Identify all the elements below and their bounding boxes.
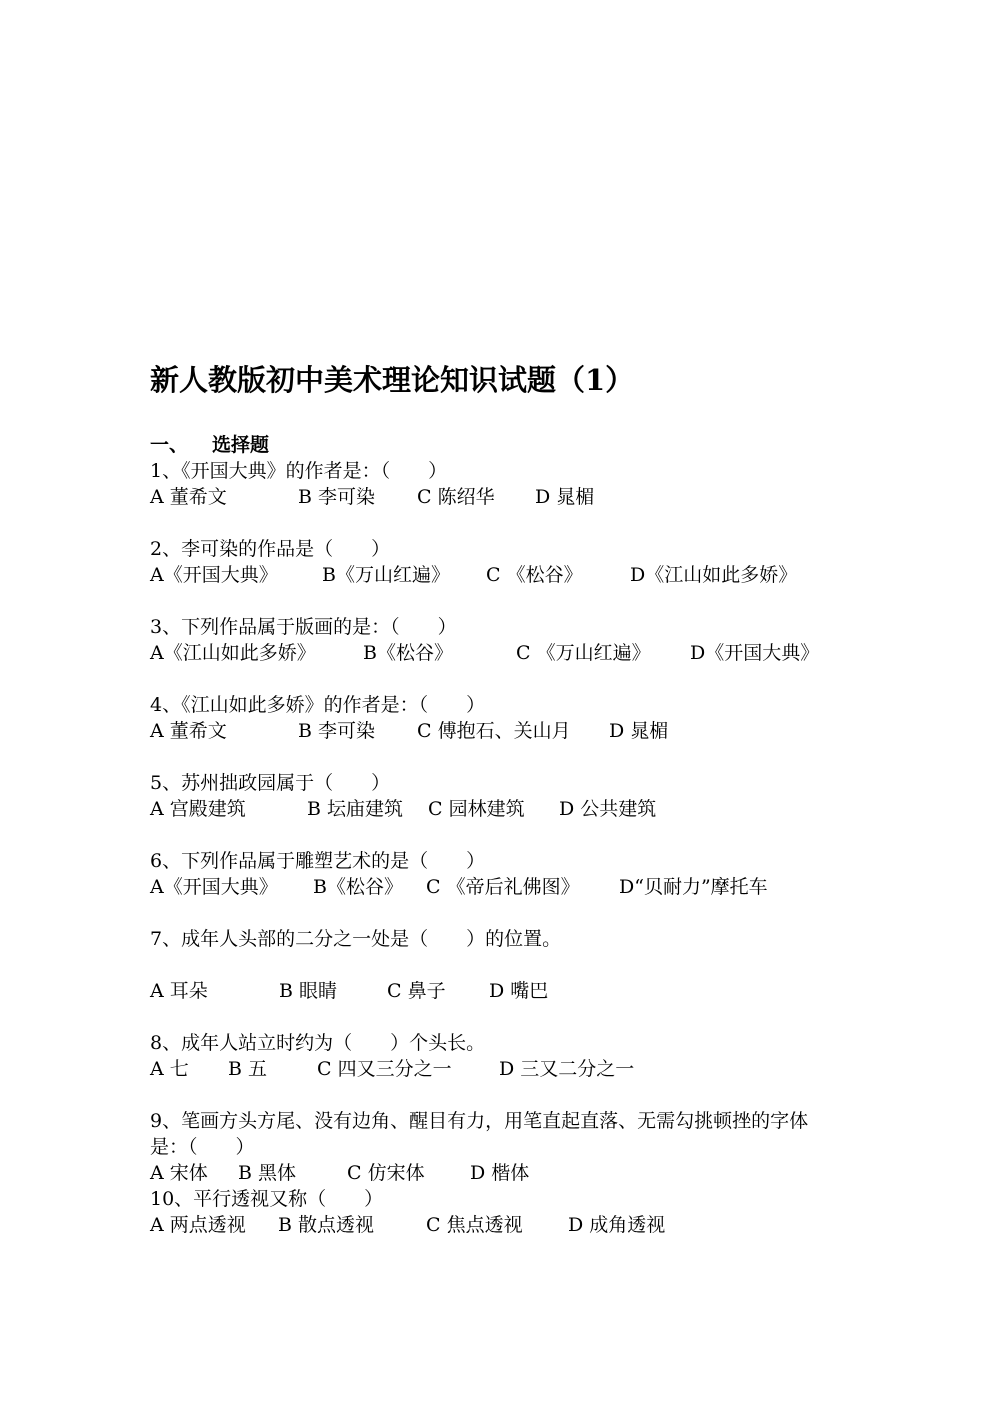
question-7-option-c: C 鼻子 bbox=[387, 980, 446, 1002]
document-title: 新人教版初中美术理论知识试题（1） bbox=[150, 363, 635, 397]
question-1-option-b: B 李可染 bbox=[298, 486, 376, 508]
section-number: 一、 bbox=[150, 434, 189, 456]
question-6-stem: 6、下列作品属于雕塑艺术的是（ ） bbox=[150, 850, 486, 872]
question-6-option-b: B《松谷》 bbox=[313, 876, 403, 898]
section-heading bbox=[150, 432, 269, 458]
question-7-option-a: A 耳朵 bbox=[150, 980, 208, 1002]
question-10-option-b: B 散点透视 bbox=[278, 1214, 375, 1236]
question-2-option-d: D《江山如此多娇》 bbox=[630, 564, 798, 586]
section-name: 选择题 bbox=[212, 434, 270, 456]
question-3-stem: 3、下列作品属于版画的是：（ ） bbox=[150, 616, 457, 638]
question-1-option-c: C 陈绍华 bbox=[417, 486, 495, 508]
question-7-stem: 7、成年人头部的二分之一处是（ ）的位置。 bbox=[150, 928, 562, 950]
question-4-option-a: A 董希文 bbox=[150, 720, 227, 742]
question-4-option-d: D 晁楣 bbox=[609, 720, 669, 742]
question-9-option-a: A 宋体 bbox=[150, 1162, 208, 1184]
question-10-options bbox=[150, 1212, 850, 1238]
question-5-option-a: A 宫殿建筑 bbox=[150, 798, 246, 820]
question-7-options bbox=[150, 978, 850, 1004]
question-5-option-c: C 园林建筑 bbox=[428, 798, 525, 820]
question-10-stem: 10、平行透视又称（ ） bbox=[150, 1188, 384, 1210]
question-7-option-d: D 嘴巴 bbox=[489, 980, 549, 1002]
question-4-options bbox=[150, 718, 850, 744]
question-8-option-c: C 四又三分之一 bbox=[317, 1058, 452, 1080]
question-9-option-c: C 仿宋体 bbox=[347, 1162, 425, 1184]
question-2-options bbox=[150, 562, 850, 588]
question-8-option-a: A 七 bbox=[150, 1058, 189, 1080]
question-5-stem: 5、苏州拙政园属于（ ） bbox=[150, 772, 391, 794]
question-8-options bbox=[150, 1056, 850, 1082]
question-9-stem-line-1: 9、笔画方头方尾、没有边角、醒目有力，用笔直起直落、无需勾挑顿挫的字体 bbox=[150, 1110, 809, 1132]
question-10-option-a: A 两点透视 bbox=[150, 1214, 246, 1236]
question-3-option-d: D《开国大典》 bbox=[690, 642, 820, 664]
question-9-option-b: B 黑体 bbox=[238, 1162, 297, 1184]
question-8-stem: 8、成年人站立时约为（ ）个头长。 bbox=[150, 1032, 486, 1054]
question-4-option-c: C 傅抱石、关山月 bbox=[417, 720, 571, 742]
question-6-options bbox=[150, 874, 850, 900]
question-3-option-b: B《松谷》 bbox=[363, 642, 453, 664]
question-2-option-c: C 《松谷》 bbox=[486, 564, 583, 586]
question-3-option-a: A《江山如此多娇》 bbox=[150, 642, 316, 664]
question-10-option-d: D 成角透视 bbox=[568, 1214, 666, 1236]
question-6-option-a: A《开国大典》 bbox=[150, 876, 278, 898]
question-1-option-a: A 董希文 bbox=[150, 486, 227, 508]
question-7-option-b: B 眼睛 bbox=[279, 980, 338, 1002]
question-2-option-b: B《万山红遍》 bbox=[322, 564, 450, 586]
question-2-option-a: A《开国大典》 bbox=[150, 564, 278, 586]
question-4-stem: 4、《江山如此多娇》的作者是：（ ） bbox=[150, 694, 486, 716]
question-9-option-d: D 楷体 bbox=[470, 1162, 530, 1184]
question-6-option-c: C 《帝后礼佛图》 bbox=[426, 876, 580, 898]
question-1-options bbox=[150, 484, 850, 510]
question-2-stem: 2、李可染的作品是（ ） bbox=[150, 538, 391, 560]
question-1-option-d: D 晁楣 bbox=[535, 486, 595, 508]
question-9-options bbox=[150, 1160, 850, 1186]
question-4-option-b: B 李可染 bbox=[298, 720, 376, 742]
question-6-option-d: D“贝耐力”摩托车 bbox=[619, 876, 768, 898]
question-8-option-d: D 三又二分之一 bbox=[499, 1058, 635, 1080]
question-3-option-c: C 《万山红遍》 bbox=[516, 642, 651, 664]
question-8-option-b: B 五 bbox=[228, 1058, 268, 1080]
question-1-stem: 1、《开国大典》的作者是：（ ） bbox=[150, 460, 448, 482]
question-5-options bbox=[150, 796, 850, 822]
question-9-stem-line-2: 是：（ ） bbox=[150, 1136, 255, 1158]
question-3-options bbox=[150, 640, 850, 666]
question-10-option-c: C 焦点透视 bbox=[426, 1214, 523, 1236]
question-5-option-d: D 公共建筑 bbox=[559, 798, 657, 820]
question-5-option-b: B 坛庙建筑 bbox=[307, 798, 404, 820]
